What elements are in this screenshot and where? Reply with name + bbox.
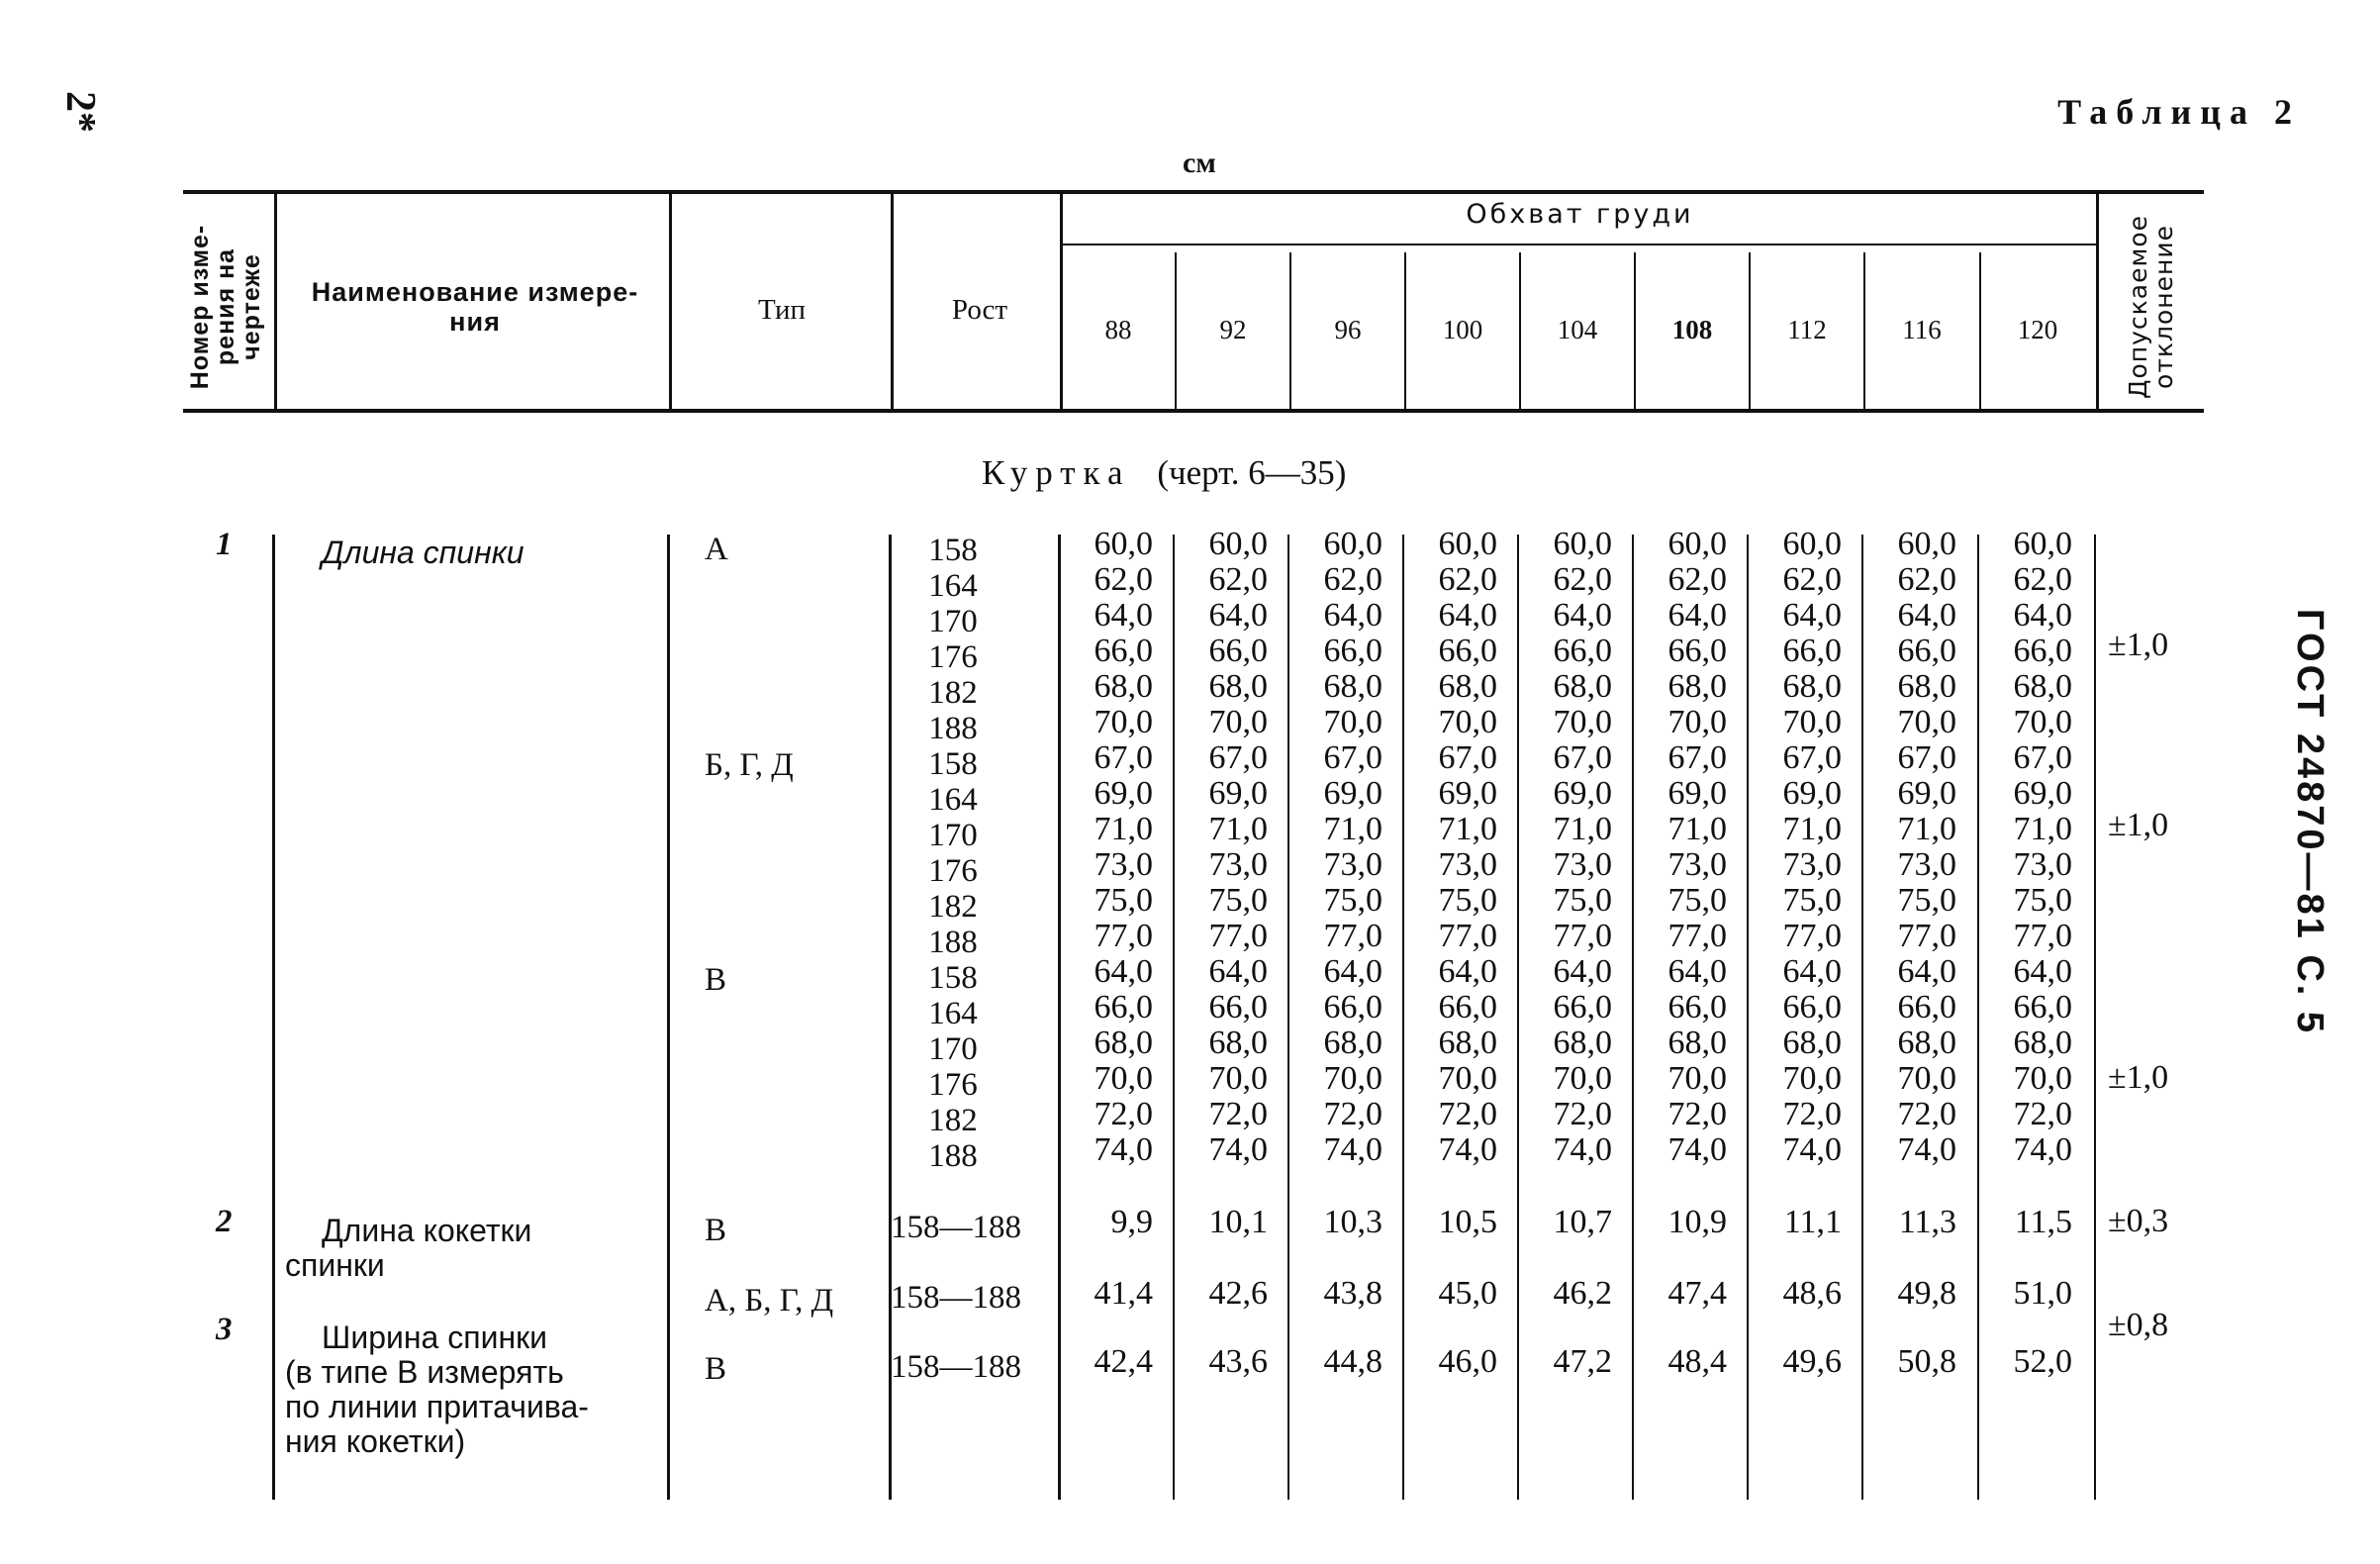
header-chest: Обхват груди (1466, 199, 1694, 230)
row1-value: 64,0 (2013, 953, 2072, 990)
row1-value: 74,0 (2013, 1131, 2072, 1168)
row3-height: 158—188 (891, 1349, 1021, 1385)
row1-value: 77,0 (1208, 918, 1268, 954)
row1-value: 64,0 (1323, 953, 1382, 990)
row1-value: 67,0 (1438, 739, 1497, 776)
row1-value: 72,0 (1094, 1096, 1153, 1132)
row1-value: 62,0 (1667, 561, 1727, 598)
row1-number: 1 (216, 527, 233, 562)
row1-value: 60,0 (1323, 526, 1382, 562)
row1-value: 62,0 (1897, 561, 1956, 598)
row3-value: 42,4 (1094, 1343, 1153, 1380)
header-type: Тип (757, 294, 807, 326)
row1-value: 66,0 (1782, 633, 1842, 669)
row1-value: 60,0 (1094, 526, 1153, 562)
row1-value: 62,0 (1094, 561, 1153, 598)
row3-name-line2: (в типе В измерять (285, 1354, 564, 1390)
row1-value: 60,0 (2013, 526, 2072, 562)
row1-value: 66,0 (1438, 989, 1497, 1026)
row1-height: 176 (928, 853, 978, 889)
row1-value: 75,0 (1782, 882, 1842, 919)
row3-value: 52,0 (2013, 1343, 2072, 1380)
row1-value: 66,0 (1553, 633, 1612, 669)
body-col-line (1402, 535, 1404, 1500)
row1-value: 66,0 (1438, 633, 1497, 669)
row1-value: 67,0 (1553, 739, 1612, 776)
row1-value: 67,0 (2013, 739, 2072, 776)
size-header: 100 (1442, 315, 1483, 344)
size-header: 112 (1787, 315, 1827, 344)
row1-height: 170 (928, 604, 978, 639)
chest-rule (1062, 244, 2098, 245)
row1-value: 69,0 (1323, 775, 1382, 812)
row1-value: 75,0 (1208, 882, 1268, 919)
row1-value: 70,0 (1208, 1060, 1268, 1097)
row1-value: 69,0 (1438, 775, 1497, 812)
row1-value: 74,0 (1323, 1131, 1382, 1168)
row1-value: 68,0 (1667, 668, 1727, 705)
size-col-line (1749, 252, 1751, 411)
row1-value: 71,0 (1208, 811, 1268, 847)
row1-value: 70,0 (1553, 704, 1612, 740)
row1-value: 69,0 (1208, 775, 1268, 812)
size-col-line (1519, 252, 1521, 411)
body-col-line (1977, 535, 1979, 1500)
size-col-line (1289, 252, 1291, 411)
row1-value: 68,0 (1438, 668, 1497, 705)
row1-value: 68,0 (1323, 668, 1382, 705)
row1-value: 71,0 (1897, 811, 1956, 847)
row1-value: 64,0 (1782, 953, 1842, 990)
row1-value: 71,0 (1667, 811, 1727, 847)
body-col-line (1632, 535, 1634, 1500)
row1-value: 70,0 (1438, 704, 1497, 740)
row1-value: 70,0 (1323, 704, 1382, 740)
row1-value: 74,0 (1553, 1131, 1612, 1168)
row1-height: 182 (928, 889, 978, 925)
row1-value: 75,0 (1323, 882, 1382, 919)
row1-value: 73,0 (1094, 846, 1153, 883)
row1-value: 69,0 (1553, 775, 1612, 812)
row1-value: 74,0 (1897, 1131, 1956, 1168)
row1-value: 68,0 (1782, 668, 1842, 705)
row1-value: 66,0 (1208, 633, 1268, 669)
row1-value: 70,0 (1667, 704, 1727, 740)
row3a-value: 43,8 (1323, 1275, 1382, 1312)
row2-value: 10,3 (1323, 1204, 1382, 1240)
header-height: Рост (951, 294, 1008, 326)
row1-value: 64,0 (1553, 953, 1612, 990)
row1-height: 188 (928, 1138, 978, 1174)
row1-value: 68,0 (1438, 1025, 1497, 1061)
row1-value: 64,0 (1667, 597, 1727, 634)
row1-value: 66,0 (1782, 989, 1842, 1026)
row1-value: 77,0 (1782, 918, 1842, 954)
row3-value: 47,2 (1553, 1343, 1612, 1380)
size-col-line (1979, 252, 1981, 411)
row1-value: 68,0 (1094, 1025, 1153, 1061)
row1-value: 72,0 (1323, 1096, 1382, 1132)
row1-value: 73,0 (1553, 846, 1612, 883)
row1-value: 62,0 (1208, 561, 1268, 598)
row2-value: 11,1 (1783, 1204, 1842, 1240)
section-ref: (черт. 6—35) (1157, 453, 1347, 492)
size-col-line (1404, 252, 1406, 411)
header-col-line (274, 193, 277, 411)
row1-value: 68,0 (2013, 668, 2072, 705)
row1-type-bgd: Б, Г, Д (705, 747, 794, 783)
row1-value: 64,0 (1553, 597, 1612, 634)
row2-value: 10,5 (1438, 1204, 1497, 1240)
row3-value: 49,6 (1782, 1343, 1842, 1380)
row2-type: В (705, 1213, 727, 1248)
unit-label: см (1183, 147, 1216, 179)
size-header: 88 (1104, 315, 1132, 344)
row1-value: 66,0 (1553, 989, 1612, 1026)
row2-value: 10,7 (1553, 1204, 1612, 1240)
row1-value: 68,0 (1094, 668, 1153, 705)
row1-value: 64,0 (1094, 597, 1153, 634)
row3-value: 44,8 (1323, 1343, 1382, 1380)
row1-value: 69,0 (2013, 775, 2072, 812)
row1-value: 77,0 (1094, 918, 1153, 954)
row1-value: 60,0 (1208, 526, 1268, 562)
body-col-line (667, 535, 670, 1500)
row1-tolerance-v: ±1,0 (2108, 1059, 2169, 1096)
row1-value: 66,0 (1094, 989, 1153, 1026)
row1-value: 70,0 (1208, 704, 1268, 740)
row1-value: 71,0 (1782, 811, 1842, 847)
size-col-line (1634, 252, 1636, 411)
size-header: 104 (1557, 315, 1598, 344)
row1-value: 68,0 (1667, 1025, 1727, 1061)
row2-value: 9,9 (1110, 1204, 1153, 1240)
row1-height: 158 (928, 960, 978, 996)
row1-value: 72,0 (1553, 1096, 1612, 1132)
row1-type-v: В (705, 962, 727, 998)
row1-value: 68,0 (1208, 1025, 1268, 1061)
row1-height: 182 (928, 1103, 978, 1138)
row1-value: 74,0 (1782, 1131, 1842, 1168)
row1-value: 69,0 (1094, 775, 1153, 812)
row3-name-line1: Ширина спинки (322, 1320, 547, 1355)
body-col-line (2094, 535, 2096, 1500)
body-col-line (1287, 535, 1289, 1500)
side-title: ГОСТ 24870—81 С. 5 (2289, 609, 2331, 1036)
row1-value: 77,0 (1438, 918, 1497, 954)
row1-value: 74,0 (1667, 1131, 1727, 1168)
body-col-line (1747, 535, 1749, 1500)
header-tolerance: Допускаемое отклонение (2124, 214, 2178, 400)
row1-value: 60,0 (1438, 526, 1497, 562)
row1-value: 70,0 (1897, 704, 1956, 740)
row3a-value: 46,2 (1553, 1275, 1612, 1312)
row1-height: 176 (928, 1067, 978, 1103)
row1-value: 64,0 (1208, 953, 1268, 990)
row2-value: 10,9 (1667, 1204, 1727, 1240)
table-title: Таблица 2 (2057, 92, 2301, 132)
row3-value: 48,4 (1667, 1343, 1727, 1380)
row1-value: 75,0 (1667, 882, 1727, 919)
row1-value: 70,0 (1782, 1060, 1842, 1097)
row1-height: 188 (928, 711, 978, 746)
row1-value: 73,0 (1323, 846, 1382, 883)
row1-value: 75,0 (1438, 882, 1497, 919)
row3-number: 3 (216, 1312, 233, 1347)
row1-value: 66,0 (1094, 633, 1153, 669)
row1-value: 70,0 (1323, 1060, 1382, 1097)
row1-value: 62,0 (2013, 561, 2072, 598)
row3a-value: 45,0 (1438, 1275, 1497, 1312)
header-bottom-rule (183, 409, 2204, 413)
row1-value: 73,0 (1897, 846, 1956, 883)
row1-height: 164 (928, 782, 978, 818)
size-col-line (1863, 252, 1865, 411)
row1-value: 60,0 (1897, 526, 1956, 562)
row1-value: 73,0 (1438, 846, 1497, 883)
row1-value: 71,0 (1553, 811, 1612, 847)
row1-value: 62,0 (1323, 561, 1382, 598)
row1-height: 164 (928, 996, 978, 1031)
row1-value: 64,0 (1438, 597, 1497, 634)
row1-value: 74,0 (1438, 1131, 1497, 1168)
row1-value: 64,0 (1897, 597, 1956, 634)
body-col-line (1861, 535, 1863, 1500)
row1-value: 66,0 (1897, 633, 1956, 669)
row1-value: 66,0 (2013, 633, 2072, 669)
row1-value: 70,0 (1667, 1060, 1727, 1097)
row3a-value: 51,0 (2013, 1275, 2072, 1312)
row3a-value: 42,6 (1208, 1275, 1268, 1312)
row2-height: 158—188 (891, 1210, 1021, 1245)
header-col-line (891, 193, 894, 411)
row1-value: 71,0 (1323, 811, 1382, 847)
size-header: 96 (1334, 315, 1362, 344)
row1-value: 70,0 (2013, 704, 2072, 740)
row1-value: 66,0 (1323, 633, 1382, 669)
row1-value: 73,0 (1667, 846, 1727, 883)
row1-value: 66,0 (1208, 989, 1268, 1026)
row1-value: 72,0 (1667, 1096, 1727, 1132)
body-col-line (272, 535, 275, 1500)
row1-value: 75,0 (1094, 882, 1153, 919)
row1-value: 70,0 (1553, 1060, 1612, 1097)
row1-value: 62,0 (1553, 561, 1612, 598)
row3-type: В (705, 1351, 727, 1387)
row1-value: 67,0 (1208, 739, 1268, 776)
body-col-line (1517, 535, 1519, 1500)
row3-name-line3: по линии притачива- (285, 1389, 589, 1424)
row1-value: 70,0 (1897, 1060, 1956, 1097)
row1-value: 64,0 (1208, 597, 1268, 634)
row1-value: 77,0 (1323, 918, 1382, 954)
row1-value: 73,0 (1782, 846, 1842, 883)
row1-value: 75,0 (2013, 882, 2072, 919)
row1-value: 62,0 (1438, 561, 1497, 598)
row1-value: 77,0 (1897, 918, 1956, 954)
row2-name-line1: Длина кокетки (322, 1213, 532, 1248)
row1-value: 68,0 (1553, 1025, 1612, 1061)
row1-value: 66,0 (1667, 633, 1727, 669)
row1-value: 75,0 (1553, 882, 1612, 919)
row3a-value: 49,8 (1897, 1275, 1956, 1312)
row1-value: 71,0 (1094, 811, 1153, 847)
row1-type-a: А (705, 532, 728, 567)
row1-name: Длина спинки (322, 535, 524, 570)
page-mark: 2* (57, 91, 103, 133)
row1-height: 164 (928, 568, 978, 604)
row1-value: 69,0 (1667, 775, 1727, 812)
row1-value: 64,0 (1897, 953, 1956, 990)
row1-value: 67,0 (1782, 739, 1842, 776)
row1-height: 170 (928, 818, 978, 853)
row1-height: 182 (928, 675, 978, 711)
row1-value: 68,0 (1782, 1025, 1842, 1061)
row1-value: 72,0 (1782, 1096, 1842, 1132)
row1-value: 68,0 (1897, 668, 1956, 705)
row3-value: 46,0 (1438, 1343, 1497, 1380)
row3-value: 43,6 (1208, 1343, 1268, 1380)
row1-value: 70,0 (1094, 1060, 1153, 1097)
header-number: Номер изме-рения на чертеже (186, 224, 265, 390)
row1-value: 66,0 (2013, 989, 2072, 1026)
row1-value: 64,0 (2013, 597, 2072, 634)
row1-value: 70,0 (1094, 704, 1153, 740)
row1-value: 67,0 (1094, 739, 1153, 776)
row1-value: 64,0 (1323, 597, 1382, 634)
section-title (982, 453, 1346, 493)
size-header: 108 (1671, 315, 1713, 344)
row1-height: 170 (928, 1031, 978, 1067)
row1-height: 188 (928, 925, 978, 960)
row1-value: 74,0 (1094, 1131, 1153, 1168)
row1-height: 158 (928, 746, 978, 782)
row1-value: 64,0 (1094, 953, 1153, 990)
row1-tolerance-a: ±1,0 (2108, 627, 2169, 663)
row1-tolerance-bgd: ±1,0 (2108, 807, 2169, 843)
row1-value: 66,0 (1897, 989, 1956, 1026)
row2-name-line2: спинки (285, 1247, 385, 1283)
row3a-type: А, Б, Г, Д (705, 1283, 834, 1319)
row2-value: 10,1 (1208, 1204, 1268, 1240)
row1-height: 176 (928, 639, 978, 675)
row1-height: 158 (928, 533, 978, 568)
row1-value: 68,0 (1208, 668, 1268, 705)
size-header: 120 (2017, 315, 2058, 344)
row1-value: 71,0 (1438, 811, 1497, 847)
row1-value: 69,0 (1782, 775, 1842, 812)
row1-value: 66,0 (1323, 989, 1382, 1026)
row1-value: 77,0 (1553, 918, 1612, 954)
row1-value: 72,0 (1438, 1096, 1497, 1132)
size-header: 92 (1219, 315, 1247, 344)
row1-value: 66,0 (1667, 989, 1727, 1026)
row1-value: 75,0 (1897, 882, 1956, 919)
row1-value: 77,0 (2013, 918, 2072, 954)
header-col-line (669, 193, 672, 411)
row1-value: 72,0 (1208, 1096, 1268, 1132)
section-name: Куртка (982, 453, 1131, 492)
row1-value: 71,0 (2013, 811, 2072, 847)
row2-value: 11,5 (2014, 1204, 2072, 1240)
body-col-line (1173, 535, 1175, 1500)
row1-value: 64,0 (1438, 953, 1497, 990)
row1-value: 68,0 (1897, 1025, 1956, 1061)
size-col-line (1175, 252, 1177, 411)
row3-name-line4: ния кокетки) (285, 1423, 466, 1459)
row3a-value: 48,6 (1782, 1275, 1842, 1312)
row1-value: 60,0 (1667, 526, 1727, 562)
row1-value: 64,0 (1667, 953, 1727, 990)
row1-value: 73,0 (1208, 846, 1268, 883)
row1-value: 64,0 (1782, 597, 1842, 634)
row1-value: 60,0 (1553, 526, 1612, 562)
row1-value: 72,0 (2013, 1096, 2072, 1132)
row1-value: 68,0 (2013, 1025, 2072, 1061)
row3a-value: 47,4 (1667, 1275, 1727, 1312)
row1-value: 60,0 (1782, 526, 1842, 562)
row1-value: 69,0 (1897, 775, 1956, 812)
row3a-height: 158—188 (891, 1280, 1021, 1316)
row2-tolerance: ±0,3 (2108, 1203, 2169, 1239)
row1-value: 67,0 (1897, 739, 1956, 776)
row1-value: 72,0 (1897, 1096, 1956, 1132)
row2-number: 2 (216, 1204, 233, 1239)
row2-value: 11,3 (1898, 1204, 1956, 1240)
row1-value: 68,0 (1323, 1025, 1382, 1061)
row1-value: 70,0 (1438, 1060, 1497, 1097)
row1-value: 73,0 (2013, 846, 2072, 883)
row1-value: 68,0 (1553, 668, 1612, 705)
size-header: 116 (1902, 315, 1942, 344)
row3-tolerance: ±0,8 (2108, 1307, 2169, 1343)
header-top-rule (183, 190, 2204, 194)
row3-value: 50,8 (1897, 1343, 1956, 1380)
body-col-line (1058, 535, 1061, 1500)
row1-value: 62,0 (1782, 561, 1842, 598)
row1-value: 77,0 (1667, 918, 1727, 954)
row3a-value: 41,4 (1094, 1275, 1153, 1312)
row1-value: 67,0 (1667, 739, 1727, 776)
row1-value: 67,0 (1323, 739, 1382, 776)
row1-value: 70,0 (1782, 704, 1842, 740)
row1-value: 70,0 (2013, 1060, 2072, 1097)
header-name: Наименование измере-ния (311, 277, 639, 337)
row1-value: 74,0 (1208, 1131, 1268, 1168)
